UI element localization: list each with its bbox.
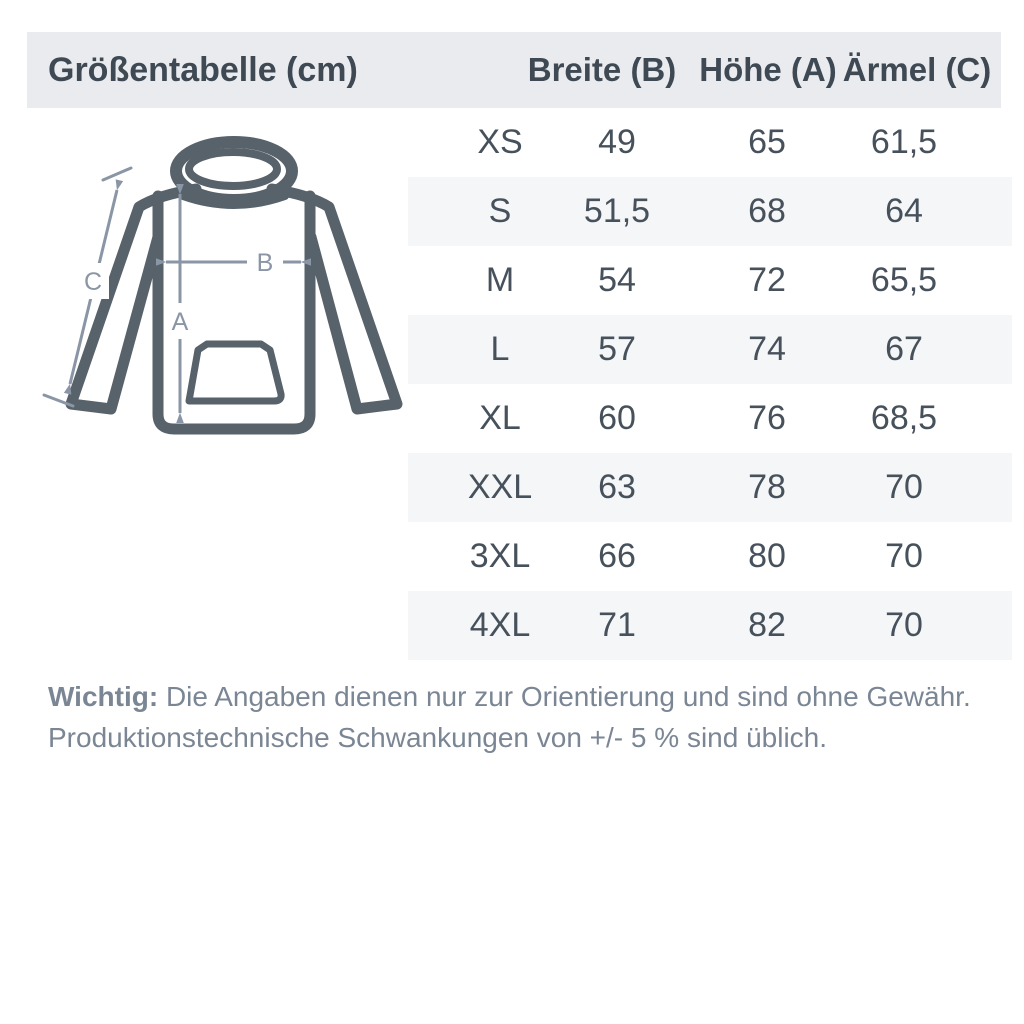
column-header-aermel: Ärmel (C)	[842, 51, 992, 88]
hoehe-cell: 76	[748, 399, 786, 437]
dimension-a-label: A	[171, 308, 189, 336]
aermel-cell: 70	[885, 468, 923, 506]
table-row	[408, 315, 1012, 384]
column-header-hoehe: Höhe (A)	[699, 51, 837, 88]
breite-cell: 49	[598, 123, 636, 161]
disclaimer-note	[48, 676, 978, 758]
breite-cell: 63	[598, 468, 636, 506]
dimension-b-label: B	[256, 249, 274, 277]
breite-cell: 51,5	[583, 192, 651, 230]
dimension-c-label: C	[83, 268, 103, 296]
table-row	[408, 591, 1012, 660]
breite-cell: 60	[598, 399, 636, 437]
hoodie-outline-icon	[71, 142, 397, 429]
size-label-cell: 3XL	[469, 537, 531, 575]
breite-cell: 71	[598, 606, 636, 644]
size-label-cell: XL	[479, 399, 521, 437]
table-row	[408, 246, 1012, 315]
table-row	[408, 177, 1012, 246]
hoehe-cell: 80	[748, 537, 786, 575]
hoodie-diagram	[38, 130, 406, 442]
size-table-title: Größentabelle (cm)	[48, 51, 358, 89]
aermel-cell: 61,5	[870, 123, 938, 161]
size-label-cell: L	[490, 330, 510, 368]
table-row	[408, 453, 1012, 522]
column-header-breite: Breite (B)	[527, 51, 677, 88]
dimension-b-arrow	[166, 244, 301, 280]
hoehe-cell: 82	[748, 606, 786, 644]
disclaimer-bold-word: Wichtig:	[48, 681, 159, 712]
table-row	[408, 522, 1012, 591]
size-label-cell: 4XL	[469, 606, 531, 644]
hoehe-cell: 65	[748, 123, 786, 161]
table-row	[408, 384, 1012, 453]
size-label-cell: XXL	[467, 468, 533, 506]
breite-cell: 57	[598, 330, 636, 368]
disclaimer-line-2: Produktionstechnische Schwankungen von +/- 5 % sind üblich.	[48, 722, 828, 753]
hoehe-cell: 74	[748, 330, 786, 368]
size-label-cell: M	[485, 261, 515, 299]
aermel-cell: 70	[885, 606, 923, 644]
size-label-cell: XS	[477, 123, 523, 161]
table-header-band	[27, 32, 1001, 108]
aermel-cell: 67	[885, 330, 923, 368]
disclaimer-line-1	[48, 676, 978, 717]
breite-cell: 66	[598, 537, 636, 575]
hoehe-cell: 78	[748, 468, 786, 506]
aermel-cell: 64	[885, 192, 923, 230]
aermel-cell: 68,5	[870, 399, 938, 437]
disclaimer-line-1-text: Die Angaben dienen nur zur Orientierung und sind ohne Gewähr.	[158, 681, 971, 712]
table-row	[408, 108, 1012, 177]
size-label-cell: S	[488, 192, 512, 230]
size-table-body	[408, 108, 1012, 660]
hoehe-cell: 72	[748, 261, 786, 299]
breite-cell: 54	[598, 261, 636, 299]
aermel-cell: 70	[885, 537, 923, 575]
aermel-cell: 65,5	[870, 261, 938, 299]
hoehe-cell: 68	[748, 192, 786, 230]
